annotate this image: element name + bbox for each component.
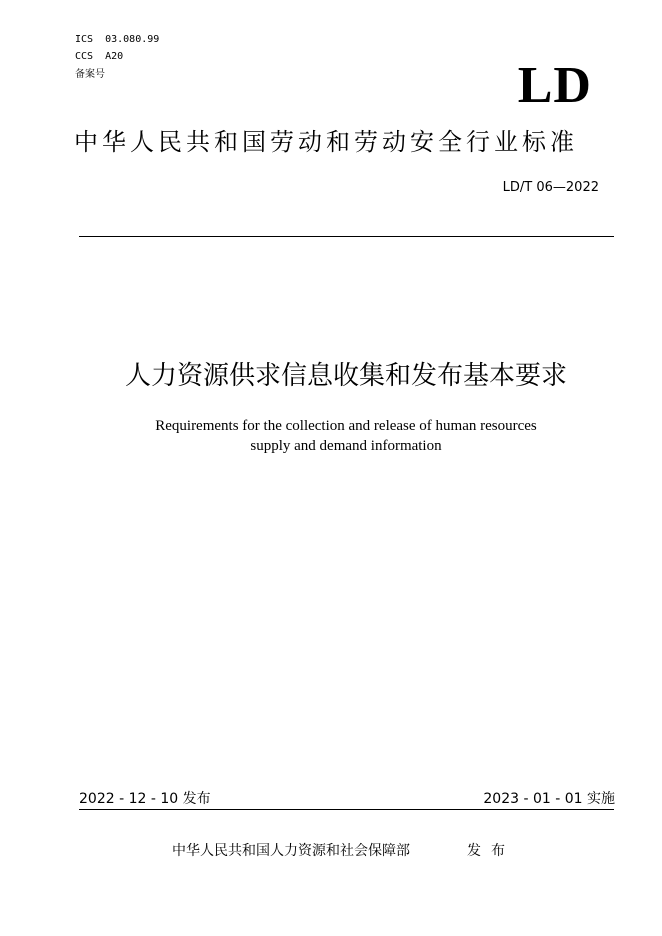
english-title-line-2: supply and demand information [250,438,442,454]
header-divider [79,236,614,237]
filing-number-label: 备案号 [75,69,105,80]
document-title-english [0,416,662,456]
publish-date: 2022 - 12 - 10 发布 [79,791,211,807]
ld-logo: LD [517,57,592,114]
english-title-line-1: Requirements for the collection and release of human resources [155,418,537,434]
industry-standard-title: 中华人民共和国劳动和劳动安全行业标准 [74,128,578,156]
standard-number: LD/T 06—2022 [502,180,599,195]
issuing-authority: 中华人民共和国人力资源和社会保障部 [172,843,410,859]
effective-date: 2023 - 01 - 01 实施 [483,791,615,807]
ccs-code: CCS A20 [75,51,124,62]
issue-label: 发布 [467,843,515,859]
document-title-chinese: 人力资源供求信息收集和发布基本要求 [124,361,567,391]
footer-divider [79,809,614,810]
ics-code: ICS 03.080.99 [75,34,160,45]
